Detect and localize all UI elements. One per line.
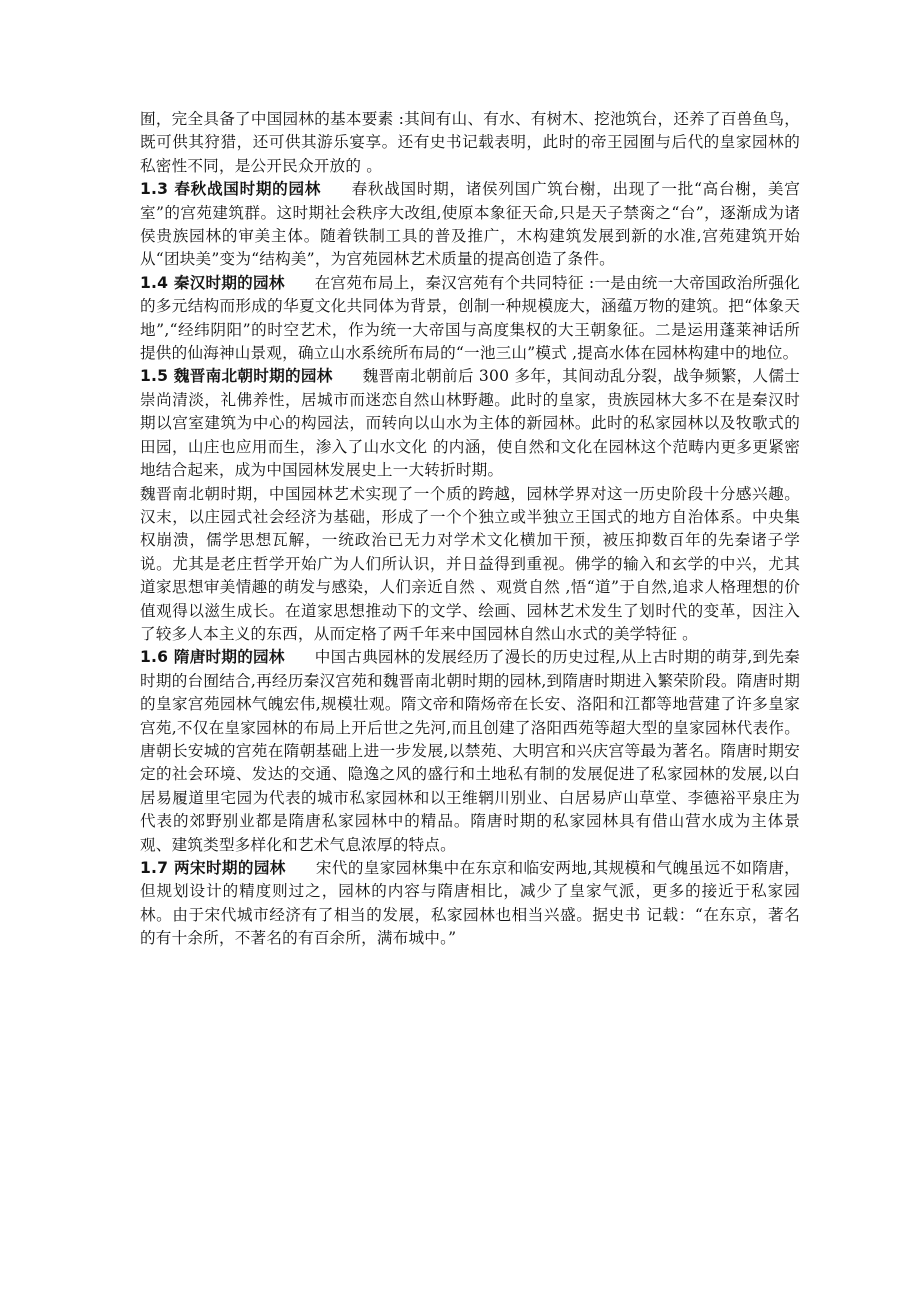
paragraph-text: 在宫苑布局上，秦汉宫苑有个共同特征 :一是由统一大帝国政治所强化的多元结构而形成的华夏文化共同体为背景，创制一种规模庞大，涵蕴万物的建筑。把“体象天地”,“经纬阴阳”的时空艺术，作为统一大帝国与高度集权的大王朝象征。二是运用蓬莱神话所提供的仙海神山景观，确立山水系统所布局的“一池三山”模式 ,提高水体在园林构建中的地位。 bbox=[140, 273, 800, 363]
section-1-7 bbox=[140, 857, 800, 951]
section-heading: 1.5 魏晋南北朝时期的园林 bbox=[140, 367, 333, 386]
document-page bbox=[140, 108, 800, 951]
section-1-4 bbox=[140, 272, 800, 366]
section-heading: 1.4 秦汉时期的园林 bbox=[140, 273, 285, 292]
section-heading: 1.7 两宋时期的园林 bbox=[140, 859, 286, 877]
paragraph-intro bbox=[140, 108, 800, 178]
paragraph-weijin bbox=[140, 483, 800, 647]
section-1-5 bbox=[140, 365, 800, 482]
paragraph-text: 宋代的皇家园林集中在东京和临安两地,其规模和气魄虽远不如隋唐，但规划设计的精度则过之，园林的内容与隋唐相比，减少了皇家气派，更多的接近于私家园林。由于宋代城市经济有了相当的发展，私家园林也相当兴盛。据史书 记载：“在东京，著名的有十余所，不著名的有百余所，满布城中。” bbox=[140, 859, 800, 948]
paragraph-text: 魏晋南北朝时期，中国园林艺术实现了一个质的跨越，园林学界对这一历史阶段十分感兴趣。汉末，以庄园式社会经济为基础，形成了一个个独立或半独立王国式的地方自治体系。中央集权崩溃，儒学思想瓦解，一统政治已无力对学术文化横加干预，被压抑数百年的先秦诸子学说。尤其是老庄哲学开始广为人们所认识，并日益得到重视。佛学的输入和玄学的中兴，尤其道家思想审美情趣的萌发与感染，人们亲近自然 、观赏自然 ,悟“道”于自然,追求人格理想的价值观得以滋生成长。在道家思想推动下的文学、绘画、园林艺术发生了划时代的变革，因注入了较多人本主义的东西，从而定格了两千年来中国园林自然山水式的美学特征 。 bbox=[140, 484, 800, 643]
section-1-6 bbox=[140, 646, 800, 857]
section-1-3 bbox=[140, 178, 800, 272]
paragraph-text: 春秋战国时期，诸侯列国广筑台榭，出现了一批“高台榭，美宫室”的宫苑建筑群。这时期社会秩序大改组,使原本象征天命,只是天子禁脔之“台”，逐渐成为诸侯贵族园林的审美主体。随着铁制工具的普及推广，木构建筑发展到新的水准,宫苑建筑开始从“团块美”变为“结构美”，为宫苑园林艺术质量的提高创造了条件。 bbox=[140, 180, 801, 269]
paragraph-text: 囿，完全具备了中国园林的基本要素 :其间有山、有水、有树木、挖池筑台，还养了百兽鱼鸟，既可供其狩猎，还可供其游乐宴享。还有史书记载表明，此时的帝王园囿与后代的皇家园林的私密性不同，是公开民众开放的 。 bbox=[140, 110, 800, 175]
paragraph-text: 中国古典园林的发展经历了漫长的历史过程,从上古时期的萌芽,到先秦时期的台囿结合,再经历秦汉宫苑和魏晋南北朝时期的园林,到隋唐时期进入繁荣阶段。隋唐时期的皇家宫苑园林气魄宏伟,规模壮观。隋文帝和隋炀帝在长安、洛阳和江都等地营建了许多皇家宫苑,不仅在皇家园林的布局上开后世之先河,而且创建了洛阳西苑等超大型的皇家园林代表作。唐朝长安城的宫苑在隋朝基础上进一步发展,以禁苑、大明宫和兴庆宫等最为著名。隋唐时期安定的社会环境、发达的交通、隐逸之风的盛行和土地私有制的发展促进了私家园林的发展,以白居易履道里宅园为代表的城市私家园林和以王维辋川别业、白居易庐山草堂、李德裕平泉庄为代表的郊野别业都是隋唐私家园林中的精品。隋唐时期的私家园林具有借山营水成为主体景观、建筑类型多样化和艺术气息浓厚的特点。 bbox=[140, 648, 800, 854]
section-heading: 1.6 隋唐时期的园林 bbox=[140, 648, 285, 667]
section-heading: 1.3 春秋战国时期的园林 bbox=[140, 180, 322, 199]
paragraph-text: 魏晋南北朝前后 300 多年，其间动乱分裂，战争频繁，人儒士崇尚清淡，礼佛养性，居城市而迷恋自然山林野趣。此时的皇家，贵族园林大多不在是秦汉时期以宫室建筑为中心的构园法，而转向以山水为主体的新园林。此时的私家园林以及牧歌式的田园，山庄也应用而生，渗入了山水文化 的内涵，使自然和文化在园林这个范畴内更多更紧密地结合起来，成为中国园林发展史上一大转折时期。 bbox=[140, 367, 800, 480]
